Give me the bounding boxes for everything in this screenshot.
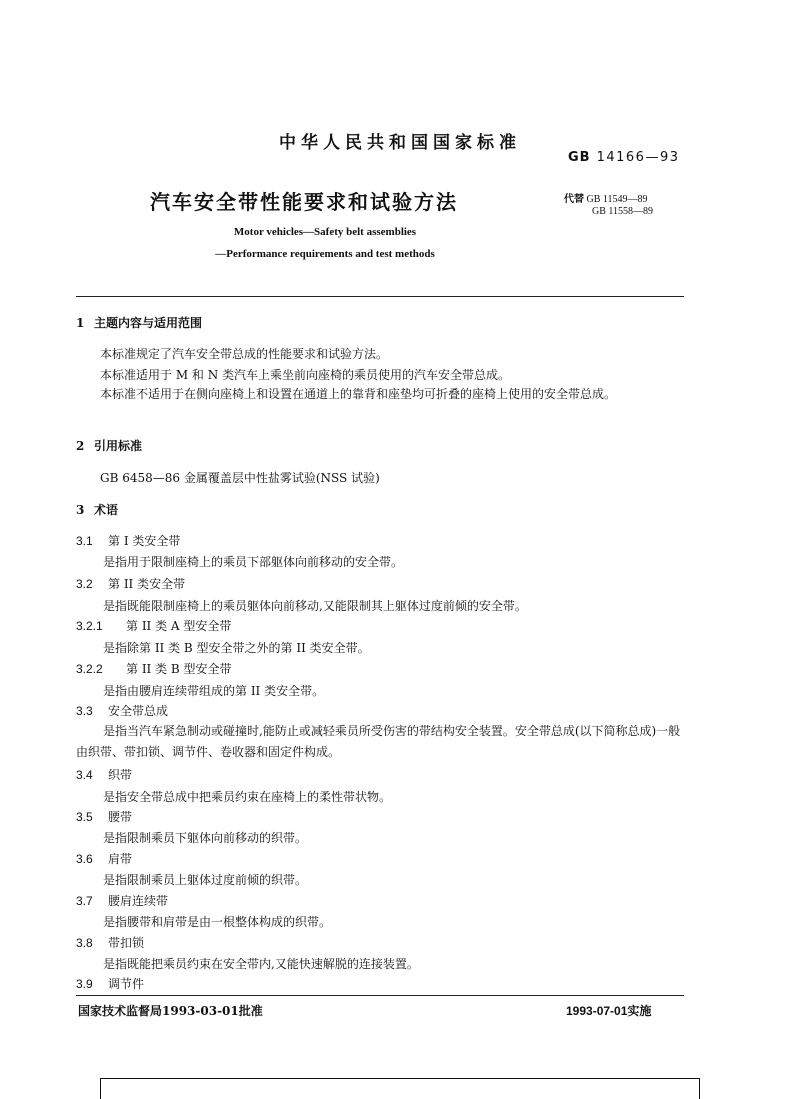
term-heading: [76, 660, 232, 677]
term-name: 第 II 类安全带: [108, 577, 186, 591]
term-number: 3.2.1: [76, 619, 103, 633]
term-name: 安全带总成: [108, 704, 169, 718]
term-name: 织带: [108, 768, 133, 782]
term-number: 3.4: [76, 768, 93, 782]
effective-date: 1993-07-01实施: [566, 1004, 652, 1018]
term-number: 3.3: [76, 704, 93, 718]
gb-prefix: GB: [568, 150, 591, 165]
term-definition: 是指既能把乘员约束在安全带内,又能快速解脱的连接装置。: [103, 957, 419, 971]
header-divider: [76, 296, 684, 297]
term-name: 第 I 类安全带: [108, 534, 181, 548]
term-heading: [76, 575, 185, 592]
term-name: 腰带: [108, 810, 133, 824]
term-heading: [76, 766, 132, 783]
paragraph: 本标准规定了汽车安全带总成的性能要求和试验方法。: [100, 347, 389, 361]
gb-number: 14166—93: [596, 150, 680, 165]
term-definition: 是指既能限制座椅上的乘员躯体向前移动,又能限制其上躯体过度前倾的安全带。: [103, 599, 527, 613]
term-definition: 是指限制乘员下躯体向前移动的织带。: [103, 831, 308, 845]
section-heading: [76, 437, 142, 454]
term-name: 带扣锁: [108, 936, 145, 950]
english-title-line: Motor vehicles—Safety belt assemblies: [233, 226, 417, 238]
standard-number: [568, 150, 680, 165]
term-heading: [76, 702, 168, 719]
term-heading: [76, 975, 144, 992]
term-definition: 是指当汽车紧急制动或碰撞时,能防止或减轻乘员所受伤害的带结构安全装置。安全带总成(以下简称总成)一般由织带、带扣锁、调节件、卷收器和固定件构成。: [76, 724, 681, 759]
document-title: 汽车安全带性能要求和试验方法: [150, 190, 458, 214]
section-number: 2: [76, 439, 85, 453]
section-heading: [76, 501, 118, 518]
section-number: 3: [76, 503, 85, 517]
footer-divider: [76, 995, 684, 996]
paragraph: 本标准适用于 M 和 N 类汽车上乘坐前向座椅的乘员使用的汽车安全带总成。: [100, 368, 511, 382]
term-name: 腰肩连续带: [108, 894, 169, 908]
english-title-line: —Performance requirements and test methods: [215, 248, 435, 260]
replaced-standard: GB 11549—89: [586, 194, 648, 205]
term-number: 3.1: [76, 534, 93, 548]
term-number: 3.5: [76, 810, 93, 824]
term-heading: [76, 808, 132, 825]
referenced-standard: GB 6458—86 金属覆盖层中性盐雾试验(NSS 试验): [100, 471, 380, 485]
term-definition: 是指腰带和肩带是由一根整体构成的织带。: [103, 915, 332, 929]
term-definition: 是指除第 II 类 B 型安全带之外的第 II 类安全带。: [103, 641, 370, 655]
replaces-block: [564, 194, 653, 218]
term-definition: 是指安全带总成中把乘员约束在座椅上的柔性带状物。: [103, 790, 392, 804]
section-heading: [76, 314, 202, 331]
replaced-standard: GB 11558—89: [592, 206, 654, 217]
term-number: 3.2.2: [76, 662, 103, 676]
section-title: 引用标准: [94, 439, 143, 453]
term-name: 肩带: [108, 852, 133, 866]
term-number: 3.8: [76, 936, 93, 950]
term-number: 3.6: [76, 852, 93, 866]
term-number: 3.7: [76, 894, 93, 908]
term-heading: [76, 934, 144, 951]
term-name: 第 II 类 A 型安全带: [126, 619, 232, 633]
term-number: 3.2: [76, 577, 93, 591]
replaces-label: 代替: [564, 194, 584, 205]
term-heading: [76, 532, 180, 549]
term-definition: 是指用于限制座椅上的乘员下部躯体向前移动的安全带。: [103, 555, 404, 569]
paragraph: 本标准不适用于在侧向座椅上和设置在通道上的靠背和座垫均可折叠的座椅上使用的安全带总成。: [100, 387, 617, 401]
standard-organization-title: 中华人民共和国国家标准: [279, 133, 521, 153]
approval-line: 国家技术监督局1993-03-01批准: [78, 1004, 263, 1018]
section-number: 1: [76, 316, 85, 330]
term-heading: [76, 892, 168, 909]
term-heading: [76, 850, 132, 867]
term-number: 3.9: [76, 977, 93, 991]
next-page-frame: [100, 1078, 700, 1099]
term-definition: 是指限制乘员上躯体过度前倾的织带。: [103, 873, 308, 887]
term-name: 第 II 类 B 型安全带: [126, 662, 232, 676]
term-name: 调节件: [108, 977, 145, 991]
term-definition: 是指由腰肩连续带组成的第 II 类安全带。: [103, 684, 325, 698]
term-heading: [76, 617, 231, 634]
section-title: 术语: [94, 503, 119, 517]
section-title: 主题内容与适用范围: [94, 316, 203, 330]
